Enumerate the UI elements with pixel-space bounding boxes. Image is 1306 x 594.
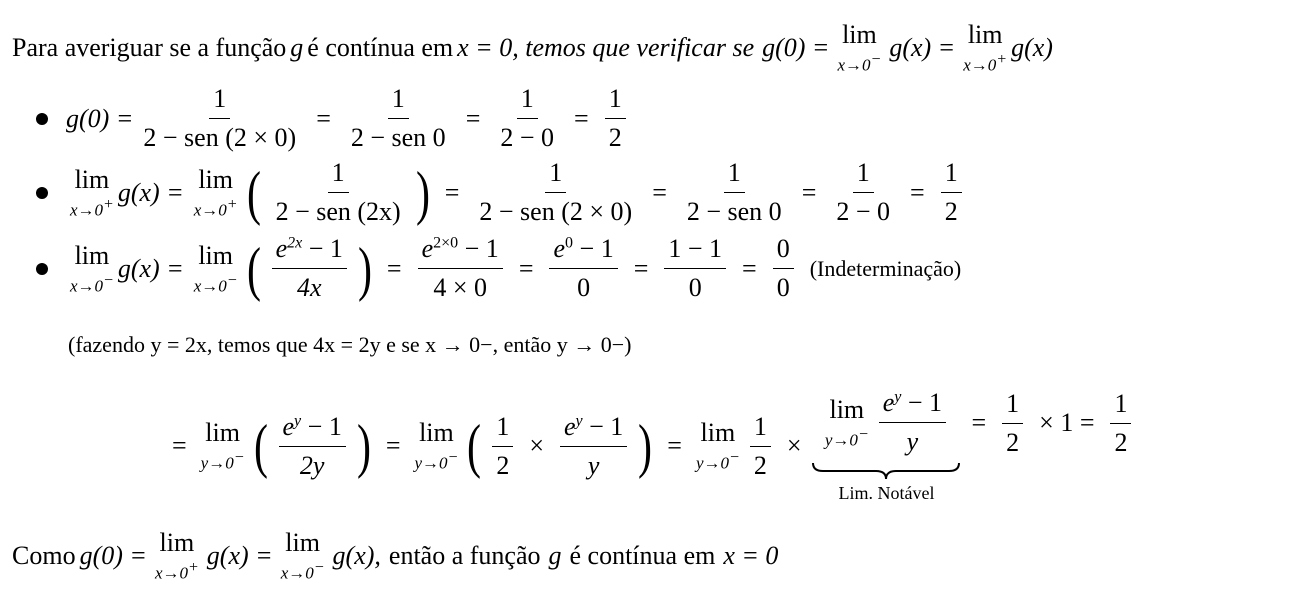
limit: lim x→0+ bbox=[193, 164, 238, 220]
underbrace-icon bbox=[811, 461, 961, 481]
fraction: $\frac{e^0 - 1}{0}$ bbox=[549, 234, 617, 303]
indeterminacy-label: (Indeterminação) bbox=[809, 255, 962, 281]
fraction: $\frac{1}{2 - 0}$ bbox=[500, 84, 555, 152]
limit: lim x→0− bbox=[193, 240, 238, 296]
intro-text-2: é contínua em bbox=[307, 32, 454, 62]
intro-condition: x = 0, temos que verificar se bbox=[457, 32, 755, 62]
bullet-icon bbox=[36, 113, 48, 125]
limit: lim x→0− bbox=[280, 528, 325, 583]
limit-right: lim x→0+ bbox=[963, 20, 1008, 75]
function-symbol: g bbox=[290, 32, 304, 62]
intro-text: Para averiguar se a função bbox=[12, 32, 287, 62]
fraction: $\frac{0}{0}$ bbox=[773, 234, 794, 303]
fraction: $\frac{1}{2}$ bbox=[492, 412, 513, 481]
right-paren: ) bbox=[357, 235, 372, 302]
bullet-icon bbox=[36, 187, 48, 199]
intro-line bbox=[12, 22, 1053, 74]
notable-limit-group bbox=[811, 388, 961, 504]
g-of-x-end: g(x) bbox=[1011, 32, 1053, 62]
fraction: $\frac{e^{2x} - 1}{4x}$ bbox=[272, 234, 347, 303]
left-paren: ( bbox=[246, 235, 261, 302]
substitution-note: (fazendo y = 2x, temos que 4x = 2y e se x → 0−, então y → 0−) bbox=[68, 332, 632, 357]
notable-limit-label: Lim. Notável bbox=[838, 483, 935, 503]
fraction: $\frac{e^{2\times 0} - 1}{4 \times 0}$ bbox=[418, 234, 503, 303]
fraction: $\frac{1}{\text{2 − sen (2 × 0)}}$ bbox=[143, 84, 297, 152]
fraction: $\frac{1}{2}$ bbox=[1110, 389, 1131, 458]
derivation-line: = lim y→0− ( $\frac{e^y - 1}{2y}$ ) = lim y→0− ( $\frac{1}{2}$ × $\frac{e^y - 1}{y}$ ) = lim y→0− $\frac{1}{2}$ × lim y→0− $\frac{e^y - 1}{y}$ Lim. Notável = $\frac{1}{2}$ × 1 = $\frac{1}{2}$ bbox=[172, 388, 1137, 504]
limit: lim y→0− bbox=[695, 418, 740, 473]
fraction: $\frac{1}{2 - 0}$ bbox=[836, 158, 891, 226]
fraction: $\frac{e^y - 1}{y}$ bbox=[879, 388, 946, 457]
fraction: $\frac{1 - 1}{0}$ bbox=[664, 234, 726, 303]
fraction: $\frac{1}{2}$ bbox=[941, 158, 962, 227]
g-of-x: g(x) = bbox=[117, 177, 184, 207]
bullet-limit-right: lim x→0+ g(x) = lim x→0+ ( $\frac{1}{\text{2 − sen (2x)}}$ ) = $\frac{1}{\text{2 − sen (2 × 0)}}$ = $\frac{1}{\text{2 − sen 0}}$ = $\frac{1}{2 - 0}$ = $\frac{1}{2}$ bbox=[36, 158, 968, 227]
limit: lim y→0− bbox=[824, 394, 869, 450]
conclusion-line: Como g(0) = lim x→0+ g(x) = lim x→0− g(x), então a função g é contínua em x = 0 bbox=[12, 528, 779, 583]
g-zero: g(0) = bbox=[66, 103, 134, 133]
g-of-x: g(x) = bbox=[117, 253, 184, 283]
fraction: $\frac{1}{2}$ bbox=[605, 84, 626, 153]
g-of-x: g(x) = bbox=[889, 32, 956, 62]
fraction: $\frac{1}{\text{2 − sen (2x)}}$ bbox=[275, 158, 401, 226]
limit: lim x→0− bbox=[70, 240, 114, 296]
limit: lim y→0− bbox=[414, 418, 459, 473]
limit: lim y→0− bbox=[200, 418, 245, 473]
fraction: $\frac{e^y - 1}{y}$ bbox=[560, 412, 627, 481]
bullet-limit-left: lim x→0− g(x) = lim x→0− ( $\frac{e^{2x} - 1}{4x}$ ) = $\frac{e^{2\times 0} - 1}{4 \times 0}$ = $\frac{e^0 - 1}{0}$ = $\frac{1 - 1}{0}$ = $\frac{0}{0}$ (Indeterminação) bbox=[36, 234, 961, 303]
left-paren: ( bbox=[246, 159, 261, 226]
limit: lim x→0+ bbox=[70, 164, 114, 220]
right-paren: ) bbox=[415, 159, 430, 226]
limit-left: lim x→0− bbox=[837, 20, 882, 75]
fraction: $\frac{1}{2}$ bbox=[1002, 389, 1023, 458]
fraction: $\frac{1}{\text{2 − sen (2 × 0)}}$ bbox=[479, 158, 633, 226]
limit: lim x→0+ bbox=[154, 528, 199, 583]
fraction: $\frac{e^y - 1}{2y}$ bbox=[279, 412, 346, 481]
bullet-g-zero: g(0) = $\frac{1}{\text{2 − sen (2 × 0)}}$ = $\frac{1}{\text{2 − sen 0}}$ = $\frac{1}{2 - 0}$ = $\frac{1}{2}$ bbox=[36, 84, 632, 153]
fraction: $\frac{1}{\text{2 − sen 0}}$ bbox=[350, 84, 446, 152]
fraction: $\frac{1}{2}$ bbox=[750, 412, 771, 481]
fraction: $\frac{1}{\text{2 − sen 0}}$ bbox=[686, 158, 782, 226]
g-zero: g(0) = bbox=[762, 32, 830, 62]
bullet-icon bbox=[36, 263, 48, 275]
